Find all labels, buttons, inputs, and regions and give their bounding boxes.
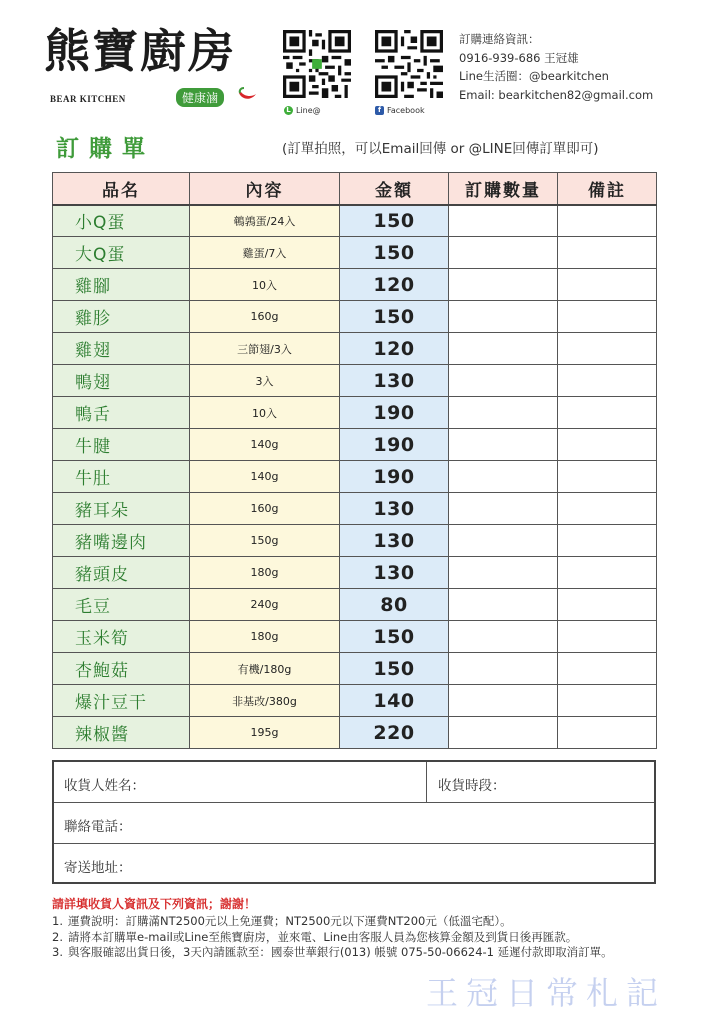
table-row bbox=[53, 429, 657, 461]
product-price: 150 bbox=[340, 205, 449, 237]
note-item bbox=[52, 914, 672, 930]
product-content: 10入 bbox=[190, 269, 340, 301]
header-remarks: 備註 bbox=[558, 173, 657, 205]
product-price: 130 bbox=[340, 557, 449, 589]
table-row bbox=[53, 301, 657, 333]
table-row bbox=[53, 493, 657, 525]
table-row bbox=[53, 589, 657, 621]
product-name: 牛肚 bbox=[53, 461, 190, 493]
brand-logo bbox=[44, 22, 250, 108]
shipping-row-name bbox=[54, 762, 654, 803]
product-name: 爆汁豆干 bbox=[53, 685, 190, 717]
product-content: 三節翅/3入 bbox=[190, 333, 340, 365]
header-price: 金額 bbox=[340, 173, 449, 205]
product-name: 雞翅 bbox=[53, 333, 190, 365]
product-content: 195g bbox=[190, 717, 340, 749]
form-title: 訂購單 bbox=[56, 136, 155, 162]
remarks-cell[interactable] bbox=[558, 237, 657, 269]
contact-phone-label: 聯絡電話： bbox=[64, 819, 132, 835]
line-icon: L bbox=[284, 106, 293, 115]
remarks-cell[interactable] bbox=[558, 685, 657, 717]
product-price: 190 bbox=[340, 461, 449, 493]
product-content: 240g bbox=[190, 589, 340, 621]
watermark: 王冠日常札記 bbox=[426, 974, 667, 1012]
remarks-cell[interactable] bbox=[558, 301, 657, 333]
product-name: 雞腳 bbox=[53, 269, 190, 301]
product-price: 130 bbox=[340, 525, 449, 557]
product-content: 3入 bbox=[190, 365, 340, 397]
note-number: 2. bbox=[52, 929, 63, 944]
product-price: 80 bbox=[340, 589, 449, 621]
table-header-row bbox=[53, 173, 657, 205]
remarks-cell[interactable] bbox=[558, 397, 657, 429]
order-quantity-cell[interactable] bbox=[449, 269, 558, 301]
contact-info bbox=[459, 30, 653, 104]
table-row bbox=[53, 205, 657, 237]
product-name: 鴨翅 bbox=[53, 365, 190, 397]
table-row bbox=[53, 685, 657, 717]
brand-subtitle: BEAR KITCHEN bbox=[50, 94, 126, 104]
remarks-cell[interactable] bbox=[558, 365, 657, 397]
contact-line: Line生活圈：@bearkitchen bbox=[459, 69, 609, 84]
remarks-cell[interactable] bbox=[558, 333, 657, 365]
product-name: 雞胗 bbox=[53, 301, 190, 333]
contact-heading: 訂購連絡資訊： bbox=[459, 32, 540, 46]
product-content: 10入 bbox=[190, 397, 340, 429]
remarks-cell[interactable] bbox=[558, 589, 657, 621]
product-content: 140g bbox=[190, 429, 340, 461]
product-name: 大Q蛋 bbox=[53, 237, 190, 269]
product-content: 非基改/380g bbox=[190, 685, 340, 717]
remarks-cell[interactable] bbox=[558, 717, 657, 749]
order-table-body bbox=[53, 205, 657, 749]
product-price: 150 bbox=[340, 301, 449, 333]
notice-text: 請詳填收貨人資訊及下列資訊；謝謝！ bbox=[52, 897, 257, 911]
line-qr-label bbox=[284, 106, 321, 115]
note-item bbox=[52, 945, 672, 961]
product-content: 雞蛋/7入 bbox=[190, 237, 340, 269]
note-item bbox=[52, 930, 672, 946]
table-row bbox=[53, 237, 657, 269]
line-qr-code[interactable] bbox=[283, 30, 351, 98]
table-row bbox=[53, 525, 657, 557]
facebook-icon: f bbox=[375, 106, 384, 115]
header-quantity: 訂購數量 bbox=[449, 173, 558, 205]
notes-list bbox=[52, 914, 672, 961]
product-price: 150 bbox=[340, 237, 449, 269]
note-text: 與客服確認出貨日後，3天內請匯款至：國泰世華銀行(013) 帳號 075-50-06624-1 延遲付款即取消訂單。 bbox=[68, 945, 613, 959]
order-quantity-cell[interactable] bbox=[449, 685, 558, 717]
order-quantity-cell[interactable] bbox=[449, 301, 558, 333]
product-price: 130 bbox=[340, 365, 449, 397]
order-quantity-cell[interactable] bbox=[449, 621, 558, 653]
product-price: 130 bbox=[340, 493, 449, 525]
order-quantity-cell[interactable] bbox=[449, 397, 558, 429]
order-quantity-cell[interactable] bbox=[449, 525, 558, 557]
remarks-cell[interactable] bbox=[558, 269, 657, 301]
product-name: 豬頭皮 bbox=[53, 557, 190, 589]
order-quantity-cell[interactable] bbox=[449, 237, 558, 269]
product-content: 180g bbox=[190, 557, 340, 589]
order-quantity-cell[interactable] bbox=[449, 333, 558, 365]
order-quantity-cell[interactable] bbox=[449, 205, 558, 237]
product-name: 辣椒醬 bbox=[53, 717, 190, 749]
remarks-cell[interactable] bbox=[558, 461, 657, 493]
contact-email: Email: bearkitchen82@gmail.com bbox=[459, 87, 654, 102]
form-note: (訂單拍照，可以Email回傳 or @LINE回傳訂單即可) bbox=[282, 141, 599, 157]
product-price: 120 bbox=[340, 333, 449, 365]
recipient-name-label: 收貨人姓名： bbox=[64, 778, 145, 794]
product-name: 豬嘴邊肉 bbox=[53, 525, 190, 557]
table-row bbox=[53, 621, 657, 653]
qr-code-icon bbox=[375, 30, 443, 98]
remarks-cell[interactable] bbox=[558, 205, 657, 237]
product-name: 豬耳朵 bbox=[53, 493, 190, 525]
order-quantity-cell[interactable] bbox=[449, 429, 558, 461]
line-label-text: Line@ bbox=[296, 106, 321, 115]
note-text: 請將本訂購單e-mail或Line至熊寶廚房，並來電、Line由客服人員為您核算金額及到貨日後再匯款。 bbox=[68, 929, 578, 944]
chili-pepper-icon bbox=[236, 86, 258, 102]
product-price: 190 bbox=[340, 397, 449, 429]
product-name: 小Q蛋 bbox=[53, 205, 190, 237]
table-row bbox=[53, 717, 657, 749]
table-row bbox=[53, 333, 657, 365]
order-quantity-cell[interactable] bbox=[449, 461, 558, 493]
table-row bbox=[53, 269, 657, 301]
shipping-divider bbox=[426, 762, 427, 802]
product-name: 杏鮑菇 bbox=[53, 653, 190, 685]
header-content: 內容 bbox=[190, 173, 340, 205]
order-quantity-cell[interactable] bbox=[449, 717, 558, 749]
product-price: 150 bbox=[340, 653, 449, 685]
table-row bbox=[53, 557, 657, 589]
product-content: 鵪鶉蛋/24入 bbox=[190, 205, 340, 237]
header-name: 品名 bbox=[53, 173, 190, 205]
order-quantity-cell[interactable] bbox=[449, 493, 558, 525]
remarks-cell[interactable] bbox=[558, 525, 657, 557]
contact-phone: 0916-939-686 王冠雄 bbox=[459, 50, 579, 65]
product-name: 毛豆 bbox=[53, 589, 190, 621]
shipping-row-address bbox=[54, 844, 654, 885]
product-price: 190 bbox=[340, 429, 449, 461]
product-content: 160g bbox=[190, 493, 340, 525]
delivery-time-label: 收貨時段： bbox=[438, 778, 506, 794]
product-price: 220 bbox=[340, 717, 449, 749]
table-row bbox=[53, 365, 657, 397]
order-table bbox=[52, 172, 657, 749]
order-quantity-cell[interactable] bbox=[449, 557, 558, 589]
table-row bbox=[53, 653, 657, 685]
product-content: 有機/180g bbox=[190, 653, 340, 685]
product-price: 150 bbox=[340, 621, 449, 653]
shipping-row-phone bbox=[54, 803, 654, 844]
product-name: 玉米筍 bbox=[53, 621, 190, 653]
facebook-qr-label bbox=[375, 106, 425, 115]
remarks-cell[interactable] bbox=[558, 653, 657, 685]
product-content: 150g bbox=[190, 525, 340, 557]
product-price: 140 bbox=[340, 685, 449, 717]
brand-name: 熊寶廚房 bbox=[44, 24, 236, 78]
remarks-cell[interactable] bbox=[558, 493, 657, 525]
facebook-label-text: Facebook bbox=[387, 106, 425, 115]
note-number: 1. bbox=[52, 914, 63, 928]
product-price: 120 bbox=[340, 269, 449, 301]
shipping-address-label: 寄送地址： bbox=[64, 860, 132, 876]
table-row bbox=[53, 461, 657, 493]
remarks-cell[interactable] bbox=[558, 429, 657, 461]
product-content: 160g bbox=[190, 301, 340, 333]
facebook-qr-code[interactable] bbox=[375, 30, 443, 98]
product-content: 140g bbox=[190, 461, 340, 493]
note-number: 3. bbox=[52, 945, 63, 959]
note-text: 運費說明：訂購滿NT2500元以上免運費；NT2500元以下運費NT200元（低溫宅配）。 bbox=[68, 914, 512, 928]
order-quantity-cell[interactable] bbox=[449, 653, 558, 685]
remarks-cell[interactable] bbox=[558, 557, 657, 589]
table-row bbox=[53, 397, 657, 429]
order-quantity-cell[interactable] bbox=[449, 365, 558, 397]
remarks-cell[interactable] bbox=[558, 621, 657, 653]
brand-tag: 健康滷 bbox=[176, 88, 224, 107]
product-content: 180g bbox=[190, 621, 340, 653]
shipping-info-box bbox=[52, 760, 656, 884]
qr-code-icon bbox=[283, 30, 351, 98]
product-name: 牛腱 bbox=[53, 429, 190, 461]
product-name: 鴨舌 bbox=[53, 397, 190, 429]
order-quantity-cell[interactable] bbox=[449, 589, 558, 621]
